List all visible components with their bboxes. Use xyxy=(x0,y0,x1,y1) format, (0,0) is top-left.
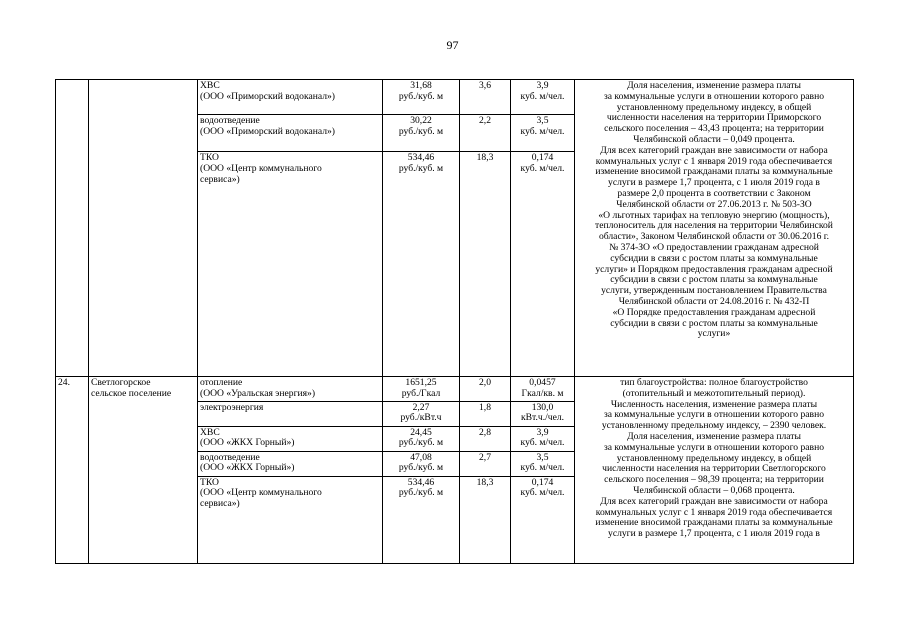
tariff-cell: 24,45 руб./куб. м xyxy=(383,426,460,451)
service-name-cell: ХВС (ООО «Приморский водоканал») xyxy=(198,80,383,115)
tariff-cell: 534,46 руб./куб. м xyxy=(383,476,460,563)
percent-cell: 3,6 xyxy=(460,80,511,115)
service-name-cell: ТКО (ООО «Центр коммунального сервиса») xyxy=(198,152,383,377)
norm-cell: 3,9 куб. м/чел. xyxy=(511,80,575,115)
tariff-cell: 1651,25 руб./Гкал xyxy=(383,377,460,402)
note-cell: Доля населения, изменение размера платы за коммунальные услуги в отношении которого равно установленному предельному индексу, в общей численности населения на территории Приморского сельского поселения – 43,43 процента; на территории Челябинской области – 0,049 процента. Для всех категорий граждан вне зависимости от набора коммунальных услуг с 1 января 2019 года обеспечивается изменение вносимой гражданами платы за коммунальные услуги в размере 1,7 процента, с 1 июля 2019 года в размере 2,0 процента в соответствии с Законом Челябинской области от 27.06.2013 г. № 503-ЗО «О льготных тарифах на тепловую энергию (мощность), теплоноситель для населения на территории Челябинской области», Законом Челябинской области от 30.06.2016 г. № 374-ЗО «О предоставлении гражданам адресной субсидии в связи с ростом платы за коммунальные услуги» и Порядком предоставления гражданам адресной субсидии в связи с ростом платы за коммунальные услуги, утвержденным постановлением Правительства Челябинской области от 24.08.2016 г. № 432-П «О Порядке предоставления гражданам адресной субсидии в связи с ростом платы за коммунальные услуги» xyxy=(575,80,854,377)
norm-cell: 0,174 куб. м/чел. xyxy=(511,476,575,563)
service-name-cell: водоотведение (ООО «Приморский водоканал») xyxy=(198,115,383,152)
row-number-cell xyxy=(56,80,89,377)
percent-cell: 2,2 xyxy=(460,115,511,152)
norm-cell: 0,0457 Гкал/кв. м xyxy=(511,377,575,402)
service-name-cell: электроэнергия xyxy=(198,401,383,426)
table-row xyxy=(56,80,854,115)
norm-cell: 130,0 кВт.ч./чел. xyxy=(511,401,575,426)
service-name-cell: ТКО (ООО «Центр коммунального сервиса») xyxy=(198,476,383,563)
percent-cell: 18,3 xyxy=(460,476,511,563)
norm-cell: 3,9 куб. м/чел. xyxy=(511,426,575,451)
service-name-cell: ХВС (ООО «ЖКХ Горный») xyxy=(198,426,383,451)
norm-cell: 3,5 куб. м/чел. xyxy=(511,115,575,152)
percent-cell: 18,3 xyxy=(460,152,511,377)
page-number: 97 xyxy=(446,38,459,52)
tariff-cell: 31,68 руб./куб. м xyxy=(383,80,460,115)
row-number-cell: 24. xyxy=(56,377,89,564)
service-name-cell: водоотведение (ООО «ЖКХ Горный») xyxy=(198,451,383,476)
percent-cell: 2,8 xyxy=(460,426,511,451)
settlement-name-cell xyxy=(89,80,198,377)
tariff-table xyxy=(55,79,854,564)
percent-cell: 2,7 xyxy=(460,451,511,476)
note-cell: тип благоустройства: полное благоустройство (отопительный и межотопительный период). Численность населения, изменение размера платы за коммунальные услуги в отношении которого равно установленному предельному индексу, – 2390 человек. Доля населения, изменение размера платы за коммунальные услуги в отношении которого равно установленному предельному индексу, в общей численности населения на территории Светлогорского сельского поселения – 98,39 процента; на территории Челябинской области – 0,068 процента. Для всех категорий граждан вне зависимости от набора коммунальных услуг с 1 января 2019 года обеспечивается изменение вносимой гражданами платы за коммунальные услуги в размере 1,7 процента, с 1 июля 2019 года в xyxy=(575,377,854,564)
tariff-cell: 47,08 руб./куб. м xyxy=(383,451,460,476)
percent-cell: 2,0 xyxy=(460,377,511,402)
norm-cell: 0,174 куб. м/чел. xyxy=(511,152,575,377)
norm-cell: 3,5 куб. м/чел. xyxy=(511,451,575,476)
tariff-cell: 534,46 руб./куб. м xyxy=(383,152,460,377)
percent-cell: 1,8 xyxy=(460,401,511,426)
service-name-cell: отопление (ООО «Уральская энергия») xyxy=(198,377,383,402)
settlement-name-cell: Светлогорское сельское поселение xyxy=(89,377,198,564)
tariff-cell: 30,22 руб./куб. м xyxy=(383,115,460,152)
tariff-cell: 2,27 руб./кВт.ч xyxy=(383,401,460,426)
table-row xyxy=(56,377,854,402)
